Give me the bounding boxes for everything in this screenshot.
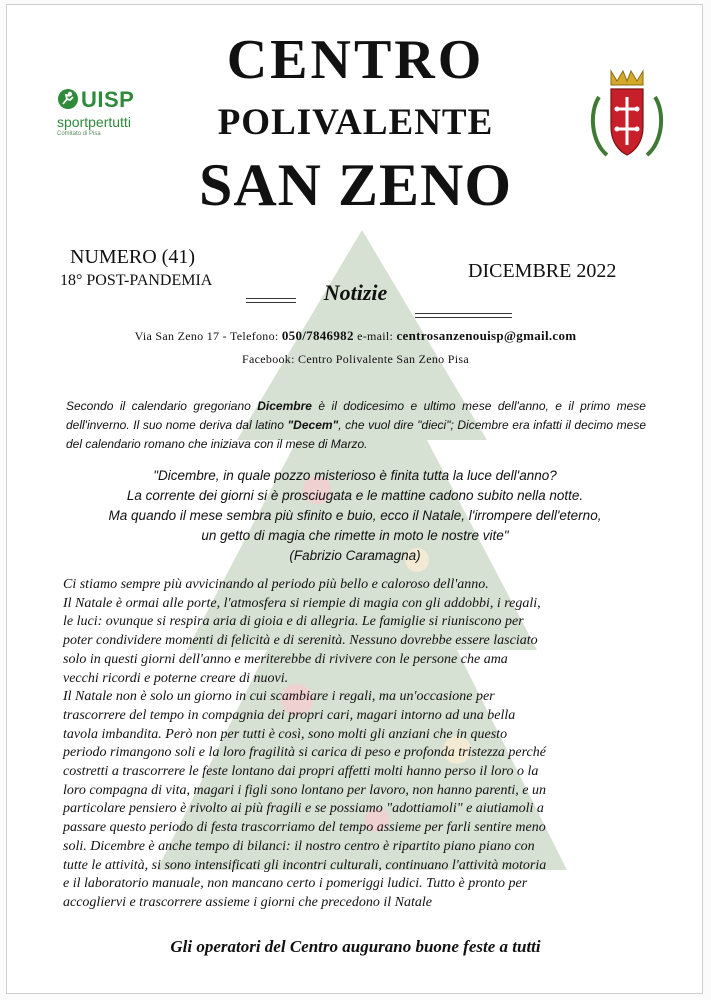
body-line: accogliervi e trascorrere assieme i giorni che precedono il Natale	[63, 894, 432, 910]
intro-text-2: è il dodicesimo e ultimo mese dell'anno, e il primo mese dell'inverno. Il suo nome deriva dal latino	[66, 399, 646, 432]
body-line: solo in questi giorni dell'anno e meriterebbe di rivivere con le persone che ama	[63, 651, 508, 667]
facebook-line: Facebook: Centro Polivalente San Zeno Pisa	[242, 352, 469, 366]
divider-right-1	[415, 313, 512, 314]
body-line: soli. Dicembre è anche tempo di bilanci: il nostro centro è ripartito piano piano con	[63, 838, 535, 854]
title-line-2: POLIVALENTE	[217, 102, 494, 143]
quote-line: "Dicembre, in quale pozzo misterioso è finita tutta la luce dell'anno?	[153, 468, 557, 483]
contact-line	[0, 328, 711, 344]
body-line: loro compagna di vita, magari i figli sono lontano per lavoro, non hanno parenti, e un	[63, 782, 546, 798]
intro-text-1: Secondo il calendario gregoriano	[66, 399, 258, 413]
section-title: Notizie	[323, 280, 388, 305]
intro-bold-dicembre: Dicembre	[257, 399, 312, 413]
quote-line: La corrente dei giorni si è prosciugata e le mattine cadono subito nella notte.	[126, 488, 584, 503]
body-line: Il Natale è ormai alle porte, l'atmosfera si riempie di magia con gli addobbi, i regali,	[63, 595, 541, 611]
body-line: Il Natale non è solo un giorno in cui scambiare i regali, ma un'occasione per	[63, 689, 495, 705]
uisp-subtitle: Comitato di Pisa	[57, 131, 101, 137]
uisp-tagline: sportpertutti	[57, 114, 131, 130]
email-label: e-mail:	[357, 329, 394, 343]
body-line: poter condividere momenti di felicità e di serenità. Nessuno dovrebbe essere lasciato	[63, 633, 538, 649]
body-line: tavola imbandita. Però non per tutti è così, sono molti gli anziani che in questo	[63, 726, 508, 742]
quote-block	[60, 466, 650, 566]
issue-subtitle: 18° POST-PANDEMIA	[60, 272, 213, 289]
issue-date: DICEMBRE 2022	[468, 260, 617, 282]
body-line: passare questo periodo di festa trascorriamo del tempo assieme per farli sentire meno	[63, 820, 546, 836]
intro-bold-decem: "Decem"	[287, 418, 339, 432]
intro-text-3: , che vuol dire "dieci"; Dicembre era infatti il decimo mese del calendario romano che iniziava con il mese di Marzo.	[66, 418, 647, 451]
uisp-brand-text: UISP	[81, 87, 135, 112]
body-line: trascorrere del tempo in compagnia dei propri cari, magari intorno ad una bella	[63, 707, 516, 723]
body-line: periodo rimangono soli e la loro fragilità si carica di peso e profonda tristezza perché	[63, 745, 546, 761]
body-line: e il laboratorio manuale, non mancano certo i pomeriggi ludici. Tutto è pronto per	[63, 876, 528, 892]
email-address[interactable]: centrosanzenouisp@gmail.com	[396, 328, 577, 343]
body-line: le luci: ovunque si respira aria di gioia e di allegria. Le famiglie si riuniscono per	[63, 614, 524, 630]
quote-line: Ma quando il mese sembra più sfinito e buio, ecco il Natale, l'irrompere dell'eterno,	[108, 508, 602, 523]
body-line: costretti a trascorrere le feste lontano dai propri affetti molti hanno perso il loro o la	[63, 764, 539, 780]
quote-line: un getto di magia che rimette in moto le nostre vite"	[201, 528, 509, 543]
intro-paragraph	[66, 397, 646, 454]
address: Via San Zeno 17 - Telefono:	[134, 329, 279, 343]
closing-greeting: Gli operatori del Centro augurano buone feste a tutti	[170, 937, 541, 956]
body-line: Ci stiamo sempre più avvicinando al periodo più bello e caloroso dell'anno.	[63, 577, 489, 592]
issue-number: NUMERO (41)	[70, 246, 195, 268]
body-line: vecchi ricordi e poterne creare di nuovi.	[63, 670, 289, 686]
title-line-1: CENTRO	[226, 29, 485, 91]
body-line: particolare pensiero è rivolto ai più fragili e se possiamo "adottiamoli" e aiutiamoli a	[63, 801, 544, 817]
phone-number: 050/7846982	[281, 328, 354, 343]
quote-author: (Fabrizio Caramagna)	[289, 548, 421, 563]
body-line: tutte le attività, si sono intensificati gli incontri culturali, continuano l'attività motoria	[63, 857, 547, 873]
title-line-3: SAN ZENO	[198, 152, 513, 218]
article-body	[63, 576, 653, 913]
divider-right-2	[415, 317, 512, 318]
